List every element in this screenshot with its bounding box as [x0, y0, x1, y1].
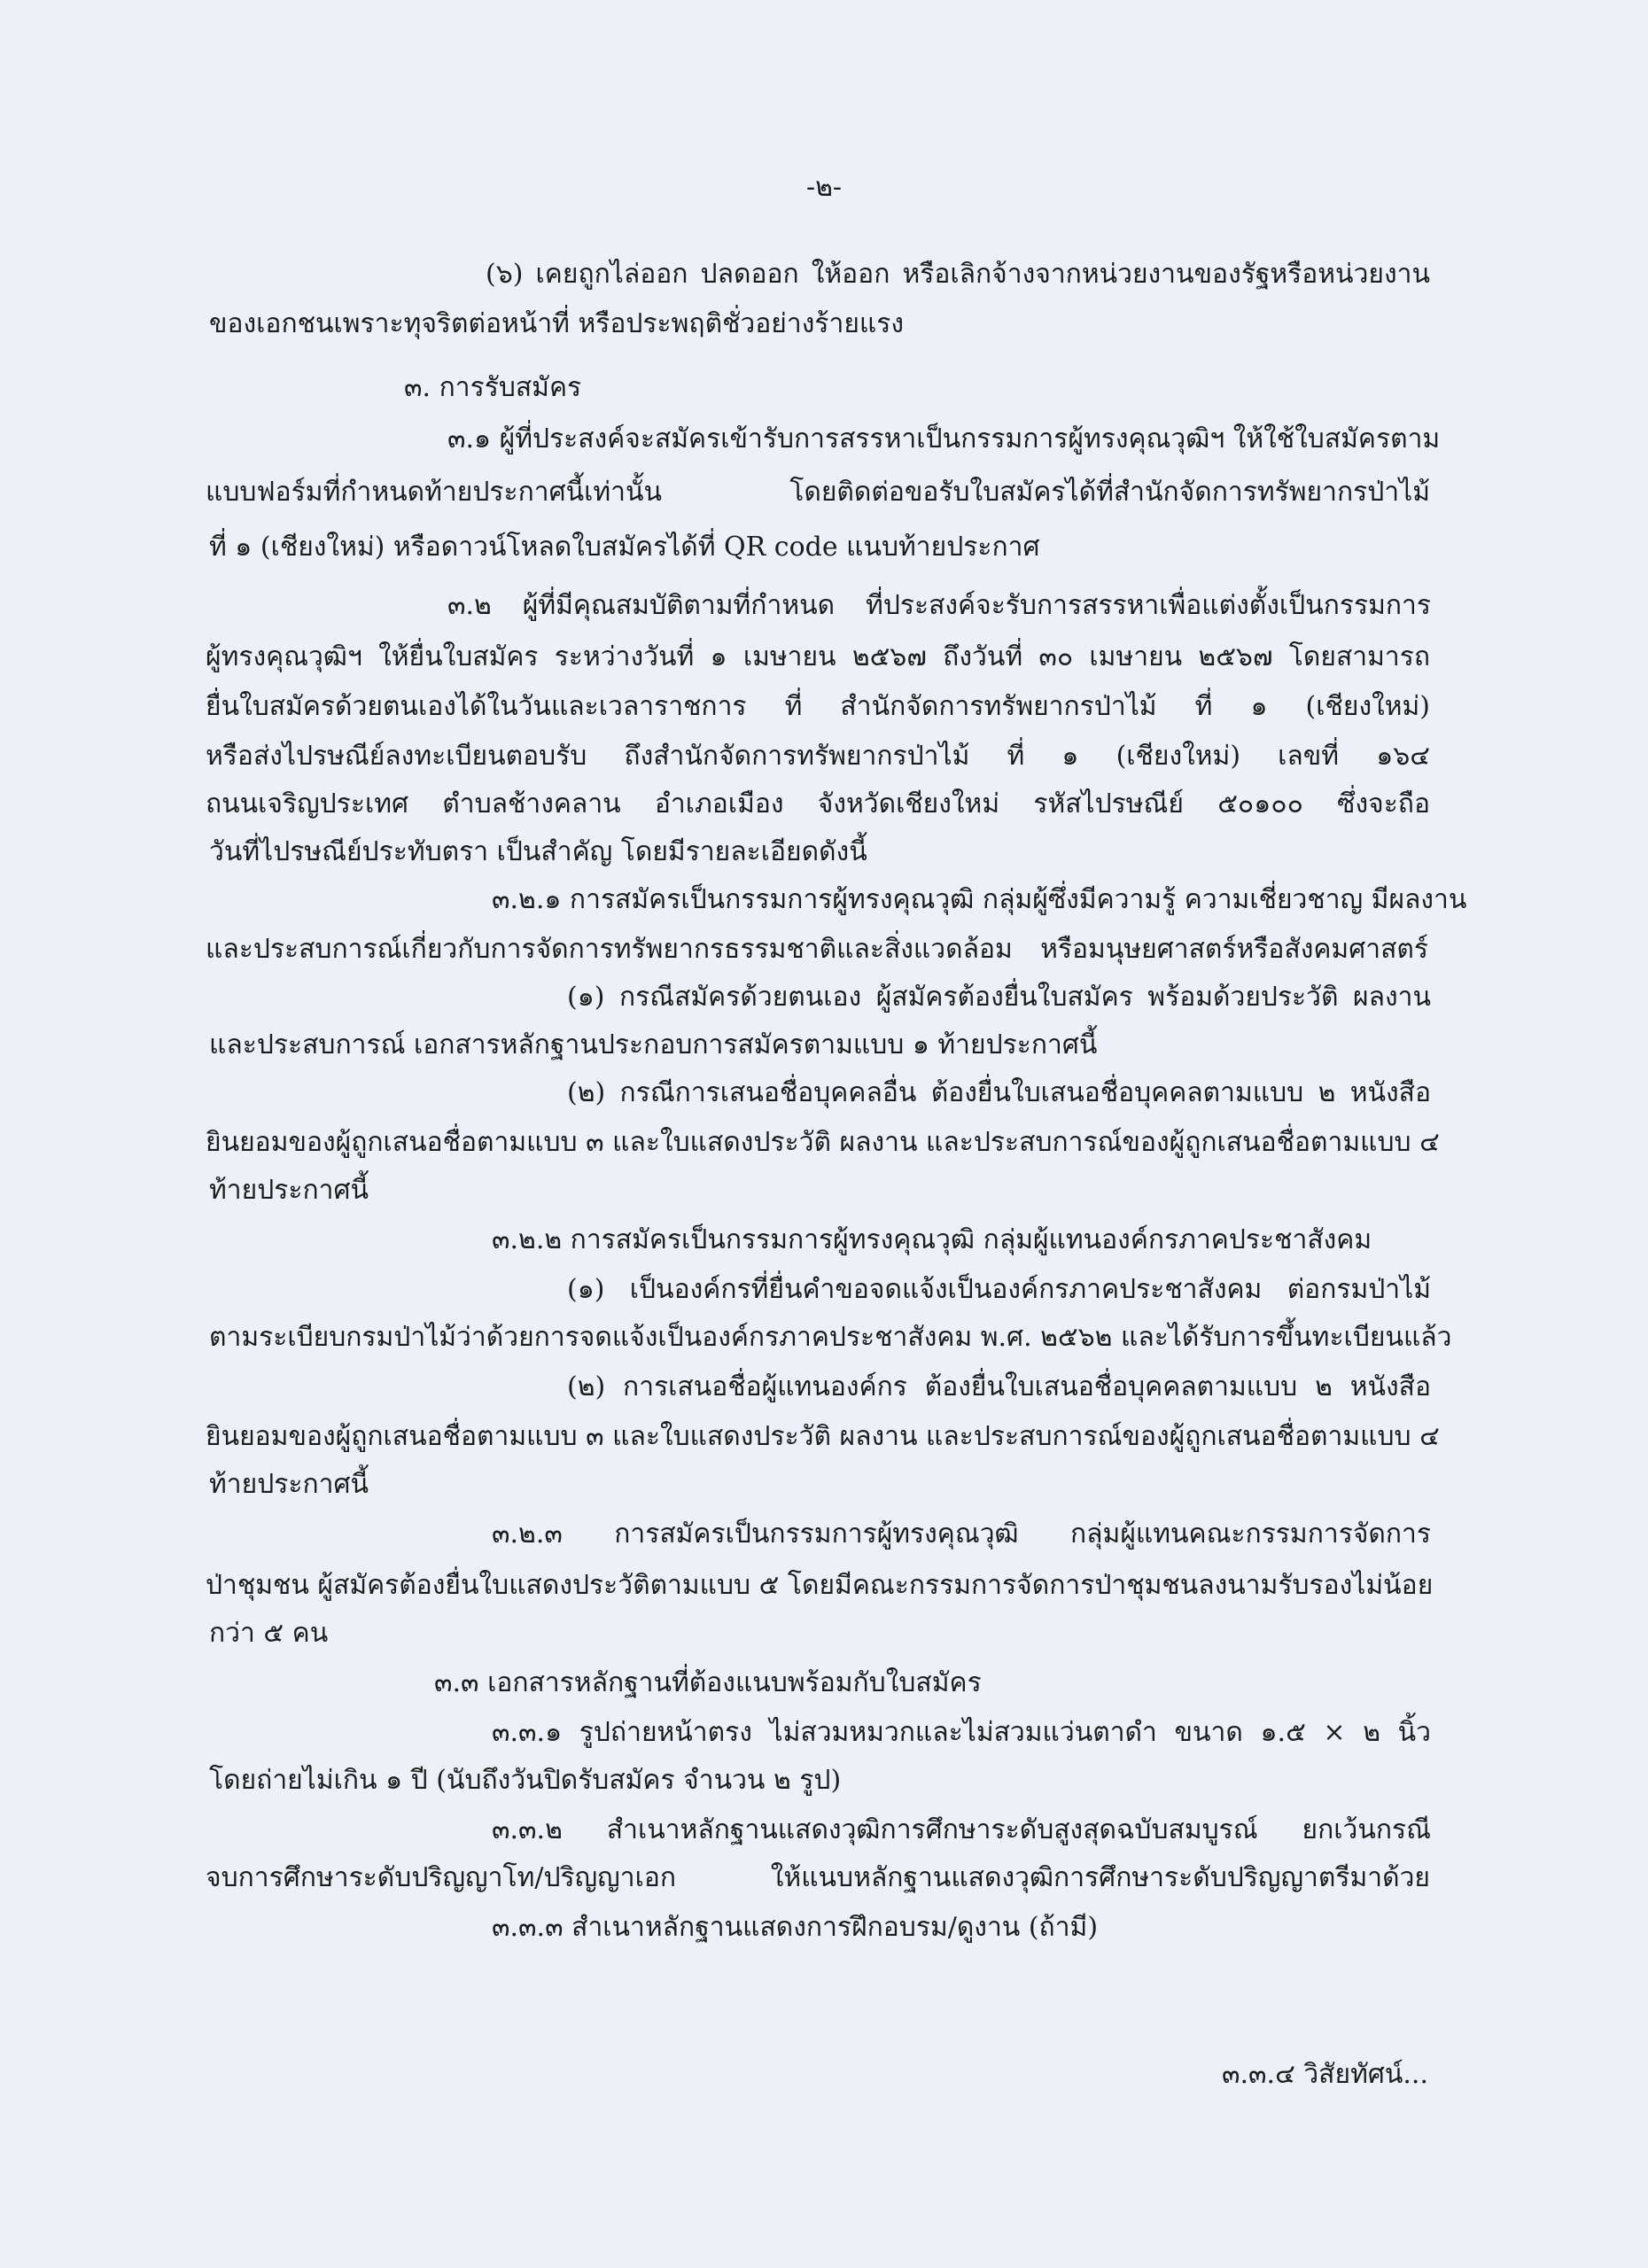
section-heading: ๓.๓ เอกสารหลักฐานที่ต้องแนบพร้อมกับใบสมัคร: [434, 1667, 982, 1698]
text-line: แบบฟอร์มที่กำหนดท้ายประกาศนี้เท่านั้น โดยติดต่อขอรับใบสมัครได้ที่สำนักจัดการทรัพยากรป่าไม้: [206, 477, 1430, 508]
text-line: (๑) เป็นองค์กรที่ยื่นคำขอจดแจ้งเป็นองค์กรภาคประชาสังคม ต่อกรมป่าไม้: [567, 1274, 1431, 1305]
text-line: ที่ ๑ (เชียงใหม่) หรือดาวน์โหลดใบสมัครได้ที่ QR code แนบท้ายประกาศ: [209, 532, 1040, 563]
text-line: หรือส่งไปรษณีย์ลงทะเบียนตอบรับ ถึงสำนักจัดการทรัพยากรป่าไม้ ที่ ๑ (เชียงใหม่) เลขที่ ๑๖๔: [206, 741, 1430, 772]
text-line: ตามระเบียบกรมป่าไม้ว่าด้วยการจดแจ้งเป็นองค์กรภาคประชาสังคม พ.ศ. ๒๕๖๒ และได้รับการขึ้นทะเบียนแล้ว: [209, 1322, 1452, 1353]
text-line: (๖) เคยถูกไล่ออก ปลดออก ให้ออก หรือเลิกจ้างจากหน่วยงานของรัฐหรือหน่วยงาน: [486, 259, 1430, 290]
text-line: ยินยอมของผู้ถูกเสนอชื่อตามแบบ ๓ และใบแสดงประวัติ ผลงาน และประสบการณ์ของผู้ถูกเสนอชื่อตามแบบ ๔: [206, 1127, 1440, 1158]
text-line: ของเอกชนเพราะทุจริตต่อหน้าที่ หรือประพฤติชั่วอย่างร้ายแรง: [209, 308, 904, 339]
text-line: ท้ายประกาศนี้: [209, 1469, 369, 1500]
text-line: ๓.๒.๒ การสมัครเป็นกรรมการผู้ทรงคุณวุฒิ กลุ่มผู้แทนองค์กรภาคประชาสังคม: [492, 1224, 1372, 1255]
text-line: ท้ายประกาศนี้: [209, 1175, 369, 1206]
text-line: ถนนเจริญประเทศ ตำบลช้างคลาน อำเภอเมือง จังหวัดเชียงใหม่ รหัสไปรษณีย์ ๕๐๑๐๐ ซึ่งจะถือ: [206, 788, 1430, 819]
text-line: ๓.๒.๓ การสมัครเป็นกรรมการผู้ทรงคุณวุฒิ กลุ่มผู้แทนคณะกรรมการจัดการ: [492, 1518, 1431, 1550]
text-line: วันที่ไปรษณีย์ประทับตรา เป็นสำคัญ โดยมีรายละเอียดดังนี้: [209, 836, 867, 867]
text-line: กว่า ๕ คน: [209, 1618, 329, 1649]
text-line: โดยถ่ายไม่เกิน ๑ ปี (นับถึงวันปิดรับสมัคร จำนวน ๒ รูป): [209, 1765, 842, 1796]
text-line: ผู้ทรงคุณวุฒิฯ ให้ยื่นใบสมัคร ระหว่างวันที่ ๑ เมษายน ๒๕๖๗ ถึงวันที่ ๓๐ เมษายน ๒๕๖๗ โดยสามารถ: [206, 641, 1430, 672]
text-line: และประสบการณ์เกี่ยวกับการจัดการทรัพยากรธรรมชาติและสิ่งแวดล้อม หรือมนุษยศาสตร์หรือสังคมศาสตร์: [206, 934, 1428, 965]
text-line: ๓.๒.๑ การสมัครเป็นกรรมการผู้ทรงคุณวุฒิ กลุ่มผู้ซึ่งมีความรู้ ความเชี่ยวชาญ มีผลงาน: [492, 884, 1467, 915]
text-line: ๓.๓.๑ รูปถ่ายหน้าตรง ไม่สวมหมวกและไม่สวมแว่นตาดำ ขนาด ๑.๕ × ๒ นิ้ว: [492, 1717, 1431, 1748]
text-line: (๒) การเสนอชื่อผู้แทนองค์กร ต้องยื่นใบเสนอชื่อบุคคลตามแบบ ๒ หนังสือ: [567, 1371, 1431, 1402]
text-line: (๒) กรณีการเสนอชื่อบุคคลอื่น ต้องยื่นใบเสนอชื่อบุคคลตามแบบ ๒ หนังสือ: [567, 1077, 1431, 1108]
text-line: ยื่นใบสมัครด้วยตนเองได้ในวันและเวลาราชการ ที่ สำนักจัดการทรัพยากรป่าไม้ ที่ ๑ (เชียงใหม่): [206, 691, 1430, 722]
page-number: -๒-: [805, 172, 843, 203]
text-line: ป่าชุมชน ผู้สมัครต้องยื่นใบแสดงประวัติตามแบบ ๕ โดยมีคณะกรรมการจัดการป่าชุมชนลงนามรับรองไม่น้อย: [206, 1570, 1434, 1601]
text-line: (๑) กรณีสมัครด้วยตนเอง ผู้สมัครต้องยื่นใบสมัคร พร้อมด้วยประวัติ ผลงาน: [567, 982, 1431, 1013]
text-line: และประสบการณ์ เอกสารหลักฐานประกอบการสมัครตามแบบ ๑ ท้ายประกาศนี้: [209, 1029, 1098, 1060]
text-line: ยินยอมของผู้ถูกเสนอชื่อตามแบบ ๓ และใบแสดงประวัติ ผลงาน และประสบการณ์ของผู้ถูกเสนอชื่อตามแบบ ๔: [206, 1421, 1440, 1452]
section-heading: ๓. การรับสมัคร: [404, 372, 582, 403]
text-line: ๓.๓.๒ สำเนาหลักฐานแสดงวุฒิการศึกษาระดับสูงสุดฉบับสมบูรณ์ ยกเว้นกรณี: [492, 1814, 1431, 1845]
text-line: ๓.๓.๓ สำเนาหลักฐานแสดงการฝึกอบรม/ดูงาน (ถ้ามี): [492, 1912, 1099, 1943]
continuation-note: ๓.๓.๔ วิสัยทัศน์...: [1222, 2059, 1428, 2090]
text-line: ๓.๑ ผู้ที่ประสงค์จะสมัครเข้ารับการสรรหาเป็นกรรมการผู้ทรงคุณวุฒิฯ ให้ใช้ใบสมัครตาม: [447, 423, 1441, 454]
text-line: ๓.๒ ผู้ที่มีคุณสมบัติตามที่กำหนด ที่ประสงค์จะรับการสรรหาเพื่อแต่งตั้งเป็นกรรมการ: [447, 590, 1431, 621]
text-line: จบการศึกษาระดับปริญญาโท/ปริญญาเอก ให้แนบหลักฐานแสดงวุฒิการศึกษาระดับปริญญาตรีมาด้วย: [206, 1862, 1430, 1893]
